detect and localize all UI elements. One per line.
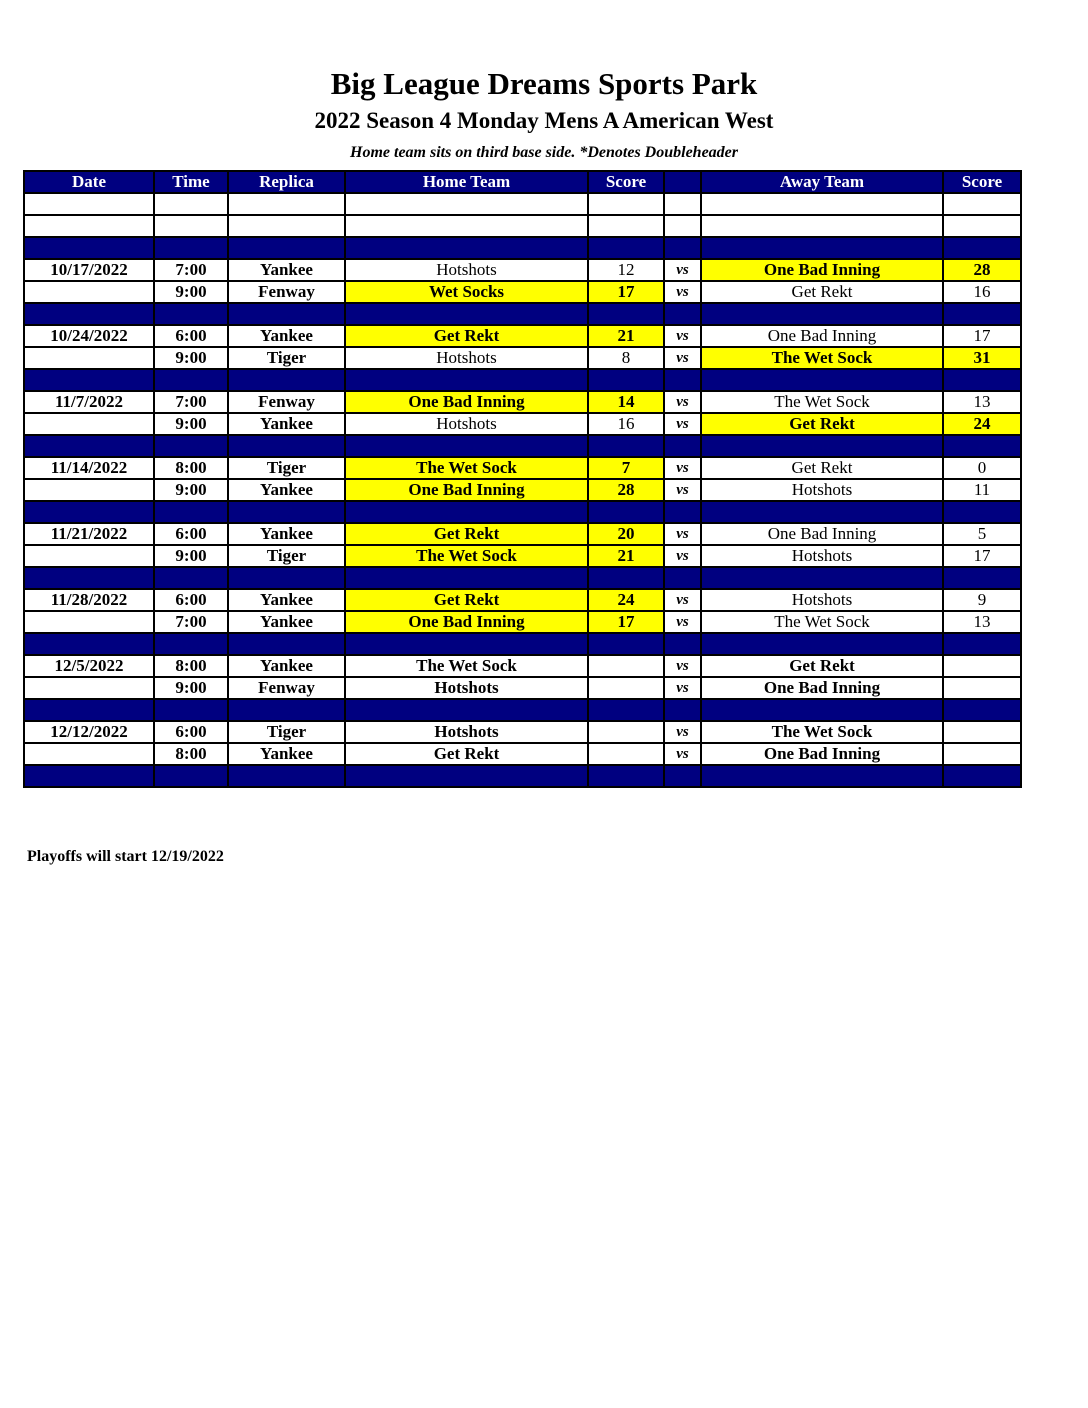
- game-field: Fenway: [228, 391, 345, 413]
- away-score: 24: [943, 413, 1021, 435]
- home-score: 17: [588, 281, 664, 303]
- away-team: Get Rekt: [701, 413, 943, 435]
- game-date: [24, 743, 154, 765]
- home-team: Hotshots: [345, 413, 588, 435]
- home-score: 16: [588, 413, 664, 435]
- vs-label: vs: [664, 347, 701, 369]
- game-time: 6:00: [154, 325, 228, 347]
- game-row: [24, 655, 1021, 677]
- home-score: 21: [588, 325, 664, 347]
- home-team: The Wet Sock: [345, 655, 588, 677]
- away-score: 28: [943, 259, 1021, 281]
- home-team: One Bad Inning: [345, 479, 588, 501]
- week-separator-row: [24, 765, 1021, 787]
- week-separator-row: [24, 435, 1021, 457]
- game-time: 8:00: [154, 743, 228, 765]
- home-score: [588, 721, 664, 743]
- game-time: 8:00: [154, 457, 228, 479]
- game-time: 9:00: [154, 281, 228, 303]
- vs-label: vs: [664, 281, 701, 303]
- home-score: [588, 743, 664, 765]
- game-time: 9:00: [154, 677, 228, 699]
- game-time: 6:00: [154, 589, 228, 611]
- column-header-away-team: Away Team: [701, 171, 943, 193]
- week-separator-row: [24, 501, 1021, 523]
- vs-label: vs: [664, 325, 701, 347]
- home-team: Hotshots: [345, 677, 588, 699]
- column-header-replica: Replica: [228, 171, 345, 193]
- game-date: 12/5/2022: [24, 655, 154, 677]
- home-score: 17: [588, 611, 664, 633]
- game-row: [24, 413, 1021, 435]
- week-separator-row: [24, 633, 1021, 655]
- away-team: Hotshots: [701, 545, 943, 567]
- game-row: [24, 347, 1021, 369]
- game-date: [24, 479, 154, 501]
- home-team: The Wet Sock: [345, 545, 588, 567]
- column-header-time: Time: [154, 171, 228, 193]
- game-row: [24, 677, 1021, 699]
- away-score: 17: [943, 545, 1021, 567]
- home-team: One Bad Inning: [345, 611, 588, 633]
- game-field: Yankee: [228, 523, 345, 545]
- game-time: 6:00: [154, 523, 228, 545]
- away-team: Get Rekt: [701, 457, 943, 479]
- home-team: Get Rekt: [345, 523, 588, 545]
- game-row: [24, 523, 1021, 545]
- vs-label: vs: [664, 259, 701, 281]
- game-field: Yankee: [228, 259, 345, 281]
- away-team: The Wet Sock: [701, 611, 943, 633]
- home-team: Get Rekt: [345, 325, 588, 347]
- away-score: 13: [943, 391, 1021, 413]
- away-team: One Bad Inning: [701, 325, 943, 347]
- away-team: The Wet Sock: [701, 391, 943, 413]
- game-date: 10/24/2022: [24, 325, 154, 347]
- page-title: Big League Dreams Sports Park: [330, 66, 758, 101]
- game-row: [24, 479, 1021, 501]
- away-score: [943, 721, 1021, 743]
- home-score: 20: [588, 523, 664, 545]
- away-score: 11: [943, 479, 1021, 501]
- home-score: [588, 677, 664, 699]
- away-team: Hotshots: [701, 479, 943, 501]
- away-score: 31: [943, 347, 1021, 369]
- week-separator-row: [24, 303, 1021, 325]
- game-date: [24, 413, 154, 435]
- away-score: 9: [943, 589, 1021, 611]
- home-team: Hotshots: [345, 259, 588, 281]
- away-team: The Wet Sock: [701, 721, 943, 743]
- game-row: [24, 545, 1021, 567]
- game-date: 11/28/2022: [24, 589, 154, 611]
- game-date: [24, 281, 154, 303]
- home-score: 28: [588, 479, 664, 501]
- game-time: 9:00: [154, 479, 228, 501]
- game-time: 7:00: [154, 391, 228, 413]
- week-separator-row: [24, 237, 1021, 259]
- home-team: Hotshots: [345, 721, 588, 743]
- game-field: Yankee: [228, 611, 345, 633]
- game-time: 9:00: [154, 413, 228, 435]
- away-score: 13: [943, 611, 1021, 633]
- away-team: One Bad Inning: [701, 523, 943, 545]
- vs-label: vs: [664, 611, 701, 633]
- vs-label: vs: [664, 457, 701, 479]
- game-row: [24, 281, 1021, 303]
- away-score: 16: [943, 281, 1021, 303]
- column-header-home-team: Home Team: [345, 171, 588, 193]
- game-time: 7:00: [154, 611, 228, 633]
- game-date: [24, 545, 154, 567]
- home-team: One Bad Inning: [345, 391, 588, 413]
- game-field: Tiger: [228, 347, 345, 369]
- vs-label: vs: [664, 677, 701, 699]
- page-subtitle: 2022 Season 4 Monday Mens A American West: [314, 108, 774, 133]
- game-date: 11/7/2022: [24, 391, 154, 413]
- vs-label: vs: [664, 743, 701, 765]
- away-score: [943, 655, 1021, 677]
- away-score: 5: [943, 523, 1021, 545]
- game-field: Yankee: [228, 413, 345, 435]
- away-score: 17: [943, 325, 1021, 347]
- game-time: 6:00: [154, 721, 228, 743]
- away-team: The Wet Sock: [701, 347, 943, 369]
- week-separator-row: [24, 567, 1021, 589]
- vs-label: vs: [664, 413, 701, 435]
- game-field: Fenway: [228, 281, 345, 303]
- home-score: 8: [588, 347, 664, 369]
- schedule-note: Home team sits on third base side. *Denotes Doubleheader: [350, 144, 738, 161]
- game-date: 11/14/2022: [24, 457, 154, 479]
- game-date: [24, 611, 154, 633]
- game-field: Yankee: [228, 479, 345, 501]
- vs-label: vs: [664, 479, 701, 501]
- vs-label: vs: [664, 545, 701, 567]
- schedule-table: [23, 170, 1022, 788]
- vs-label: vs: [664, 655, 701, 677]
- game-field: Yankee: [228, 325, 345, 347]
- blank-row: [24, 215, 1021, 237]
- schedule-body: [24, 193, 1021, 787]
- vs-label: vs: [664, 523, 701, 545]
- away-team: Get Rekt: [701, 655, 943, 677]
- game-date: [24, 677, 154, 699]
- game-field: Tiger: [228, 545, 345, 567]
- game-row: [24, 457, 1021, 479]
- away-team: One Bad Inning: [701, 259, 943, 281]
- home-team: The Wet Sock: [345, 457, 588, 479]
- game-row: [24, 611, 1021, 633]
- column-header-vs: [664, 171, 701, 193]
- week-separator-row: [24, 369, 1021, 391]
- blank-row: [24, 193, 1021, 215]
- away-team: Get Rekt: [701, 281, 943, 303]
- home-score: 7: [588, 457, 664, 479]
- vs-label: vs: [664, 391, 701, 413]
- game-time: 8:00: [154, 655, 228, 677]
- home-team: Get Rekt: [345, 589, 588, 611]
- home-score: [588, 655, 664, 677]
- home-team: Wet Socks: [345, 281, 588, 303]
- away-team: Hotshots: [701, 589, 943, 611]
- game-field: Yankee: [228, 655, 345, 677]
- column-header-away-score: Score: [943, 171, 1021, 193]
- game-row: [24, 259, 1021, 281]
- away-team: One Bad Inning: [701, 677, 943, 699]
- game-row: [24, 325, 1021, 347]
- game-field: Yankee: [228, 743, 345, 765]
- game-time: 7:00: [154, 259, 228, 281]
- game-row: [24, 743, 1021, 765]
- away-score: [943, 677, 1021, 699]
- week-separator-row: [24, 699, 1021, 721]
- column-header-date: Date: [24, 171, 154, 193]
- playoffs-note: Playoffs will start 12/19/2022: [27, 848, 224, 865]
- game-row: [24, 589, 1021, 611]
- game-field: Tiger: [228, 457, 345, 479]
- game-row: [24, 391, 1021, 413]
- game-time: 9:00: [154, 347, 228, 369]
- home-score: 21: [588, 545, 664, 567]
- home-score: 14: [588, 391, 664, 413]
- away-score: 0: [943, 457, 1021, 479]
- game-date: [24, 347, 154, 369]
- game-field: Fenway: [228, 677, 345, 699]
- game-date: 11/21/2022: [24, 523, 154, 545]
- game-date: 12/12/2022: [24, 721, 154, 743]
- home-team: Hotshots: [345, 347, 588, 369]
- away-score: [943, 743, 1021, 765]
- game-field: Yankee: [228, 589, 345, 611]
- home-score: 12: [588, 259, 664, 281]
- game-date: 10/17/2022: [24, 259, 154, 281]
- home-score: 24: [588, 589, 664, 611]
- game-time: 9:00: [154, 545, 228, 567]
- vs-label: vs: [664, 721, 701, 743]
- home-team: Get Rekt: [345, 743, 588, 765]
- table-header-row: [24, 171, 1021, 193]
- game-field: Tiger: [228, 721, 345, 743]
- away-team: One Bad Inning: [701, 743, 943, 765]
- vs-label: vs: [664, 589, 701, 611]
- column-header-home-score: Score: [588, 171, 664, 193]
- game-row: [24, 721, 1021, 743]
